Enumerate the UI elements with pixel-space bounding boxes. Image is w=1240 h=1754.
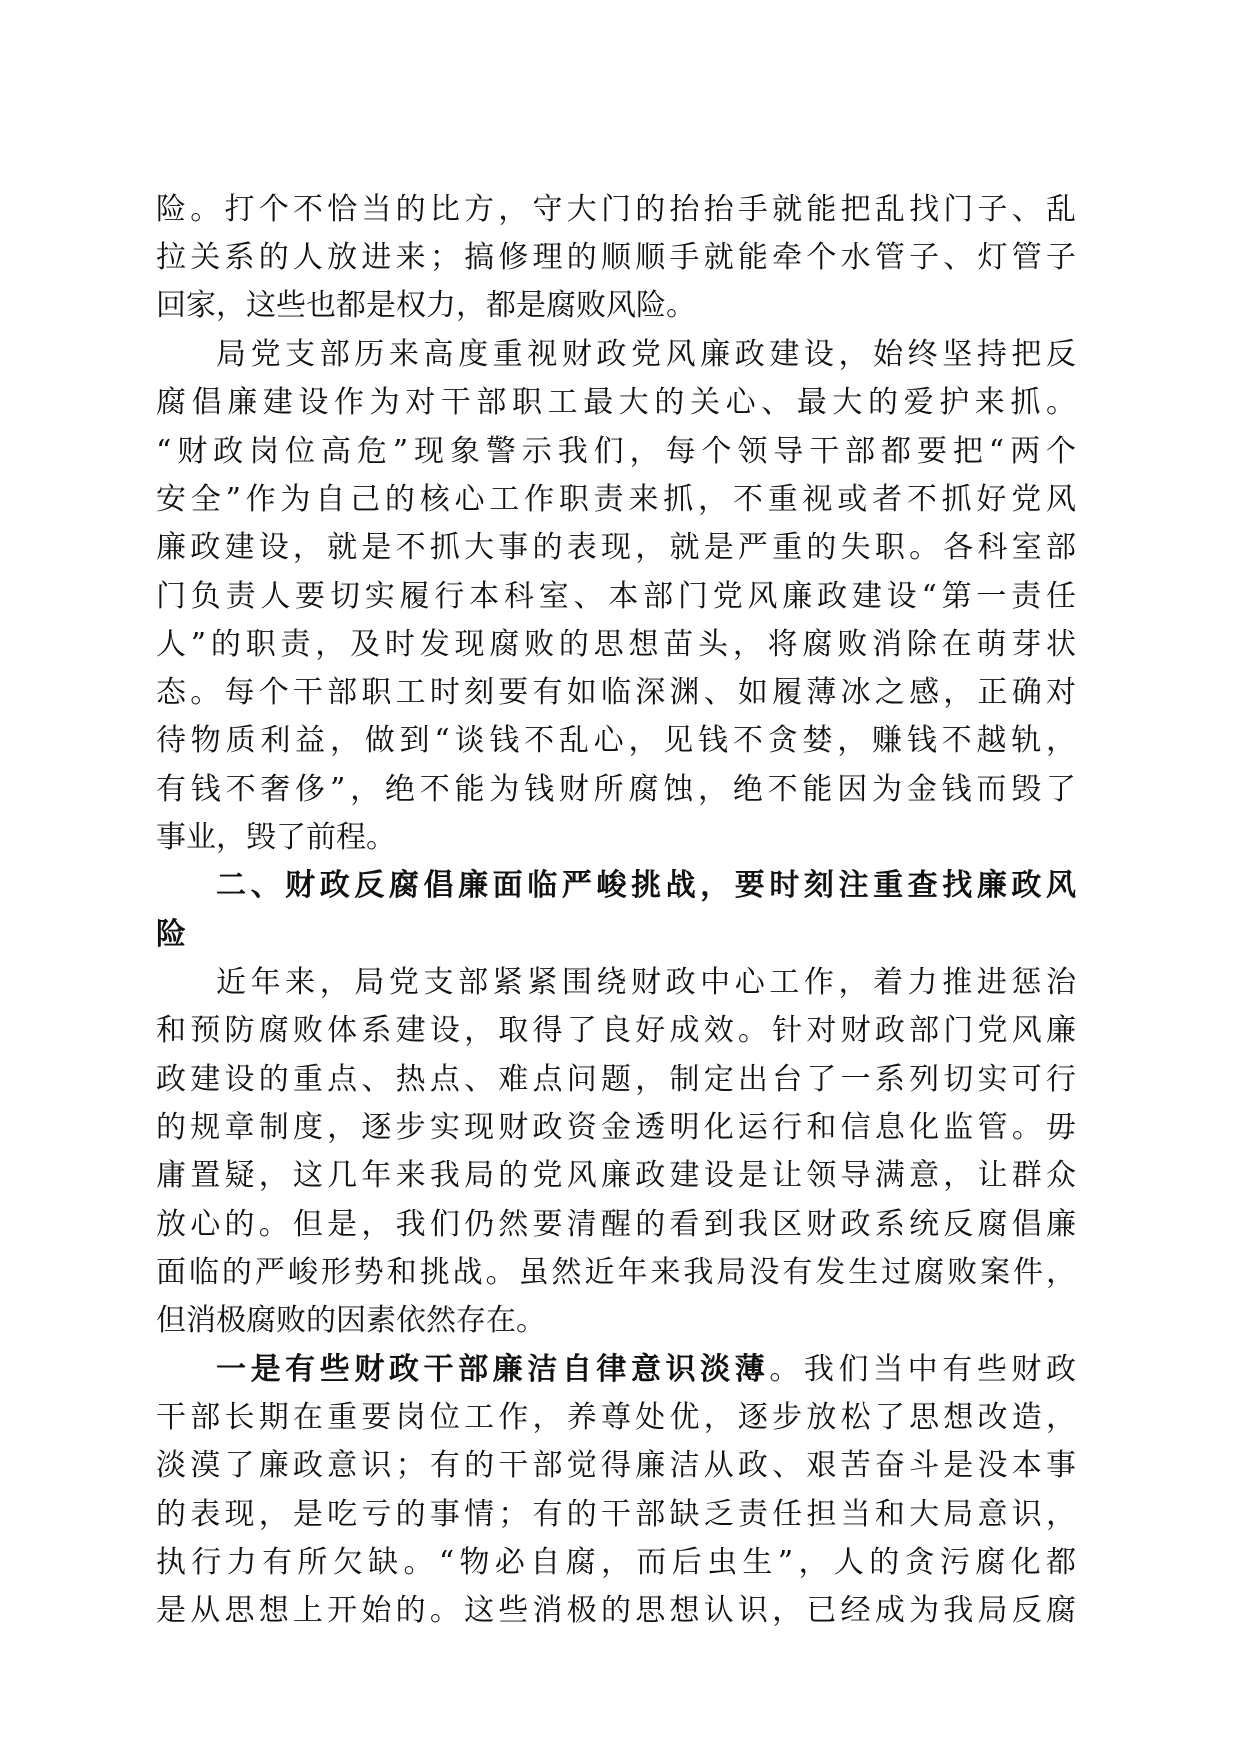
text-line: 是从思想上开始的。这些消极的思想认识，已经成为我局反腐 bbox=[156, 1593, 1076, 1628]
text-line: 门负责人要切实履行本科室、本部门党风廉政建设“第一责任 bbox=[156, 579, 1076, 614]
section-heading: 险 bbox=[156, 917, 186, 952]
section-heading: 二、财政反腐倡廉面临严峻挑战，要时刻注重查找廉政风 bbox=[216, 868, 1076, 903]
text-line: 淡漠了廉政意识；有的干部觉得廉洁从政、艰苦奋斗是没本事 bbox=[156, 1448, 1076, 1483]
bold-lead: 一是有些财政干部廉洁自律意识淡薄 bbox=[216, 1352, 770, 1387]
text-line: 庸置疑，这几年来我局的党风廉政建设是让领导满意，让群众 bbox=[156, 1158, 1076, 1193]
text-line: 和预防腐败体系建设，取得了良好成效。针对财政部门党风廉 bbox=[156, 1013, 1076, 1048]
text-line: 政建设的重点、热点、难点问题，制定出台了一系列切实可行 bbox=[156, 1062, 1076, 1097]
text-line: 的表现，是吃亏的事情；有的干部缺乏责任担当和大局意识， bbox=[156, 1497, 1076, 1532]
text-line: 腐倡廉建设作为对干部职工最大的关心、最大的爱护来抓。 bbox=[156, 385, 1076, 420]
text-line: 近年来，局党支部紧紧围绕财政中心工作，着力推进惩治 bbox=[216, 965, 1076, 1000]
text-line: 待物质利益，做到“谈钱不乱心，见钱不贪婪，赚钱不越轨， bbox=[156, 723, 1076, 758]
text-line: 回家，这些也都是权力，都是腐败风险。 bbox=[156, 288, 696, 323]
text-line: 干部长期在重要岗位工作，养尊处优，逐步放松了思想改造， bbox=[156, 1400, 1076, 1435]
text-line: 态。每个干部职工时刻要有如临深渊、如履薄冰之感，正确对 bbox=[156, 675, 1076, 710]
text-line: 放心的。但是，我们仍然要清醒的看到我区财政系统反腐倡廉 bbox=[156, 1207, 1076, 1242]
text-line: 执行力有所欠缺。“物必自腐，而后虫生”，人的贪污腐化都 bbox=[156, 1545, 1076, 1580]
text-line: 的规章制度，逐步实现财政资金透明化运行和信息化监管。毋 bbox=[156, 1110, 1076, 1145]
text-line: 安全”作为自己的核心工作职责来抓，不重视或者不抓好党风 bbox=[156, 482, 1076, 517]
text-line: 廉政建设，就是不抓大事的表现，就是严重的失职。各科室部 bbox=[156, 530, 1076, 565]
text-line: 面临的严峻形势和挑战。虽然近年来我局没有发生过腐败案件， bbox=[156, 1255, 1076, 1290]
text-line: “财政岗位高危”现象警示我们，每个领导干部都要把“两个 bbox=[156, 434, 1076, 469]
text-line: 但消极腐败的因素依然存在。 bbox=[156, 1303, 546, 1338]
text-line: 险。打个不恰当的比方，守大门的抬抬手就能把乱找门子、乱 bbox=[156, 192, 1076, 227]
text-line: 有钱不奢侈”，绝不能为钱财所腐蚀，绝不能因为金钱而毁了 bbox=[156, 772, 1076, 807]
text-line: 拉关系的人放进来；搞修理的顺顺手就能牵个水管子、灯管子 bbox=[156, 240, 1076, 275]
text-line: 局党支部历来高度重视财政党风廉政建设，始终坚持把反 bbox=[216, 337, 1076, 372]
text-line bbox=[216, 1348, 1076, 1392]
text-line: 事业，毁了前程。 bbox=[156, 820, 396, 855]
lead-rest: 。我们当中有些财政 bbox=[769, 1352, 1077, 1387]
text-line: 人”的职责，及时发现腐败的思想苗头，将腐败消除在萌芽状 bbox=[156, 627, 1076, 662]
